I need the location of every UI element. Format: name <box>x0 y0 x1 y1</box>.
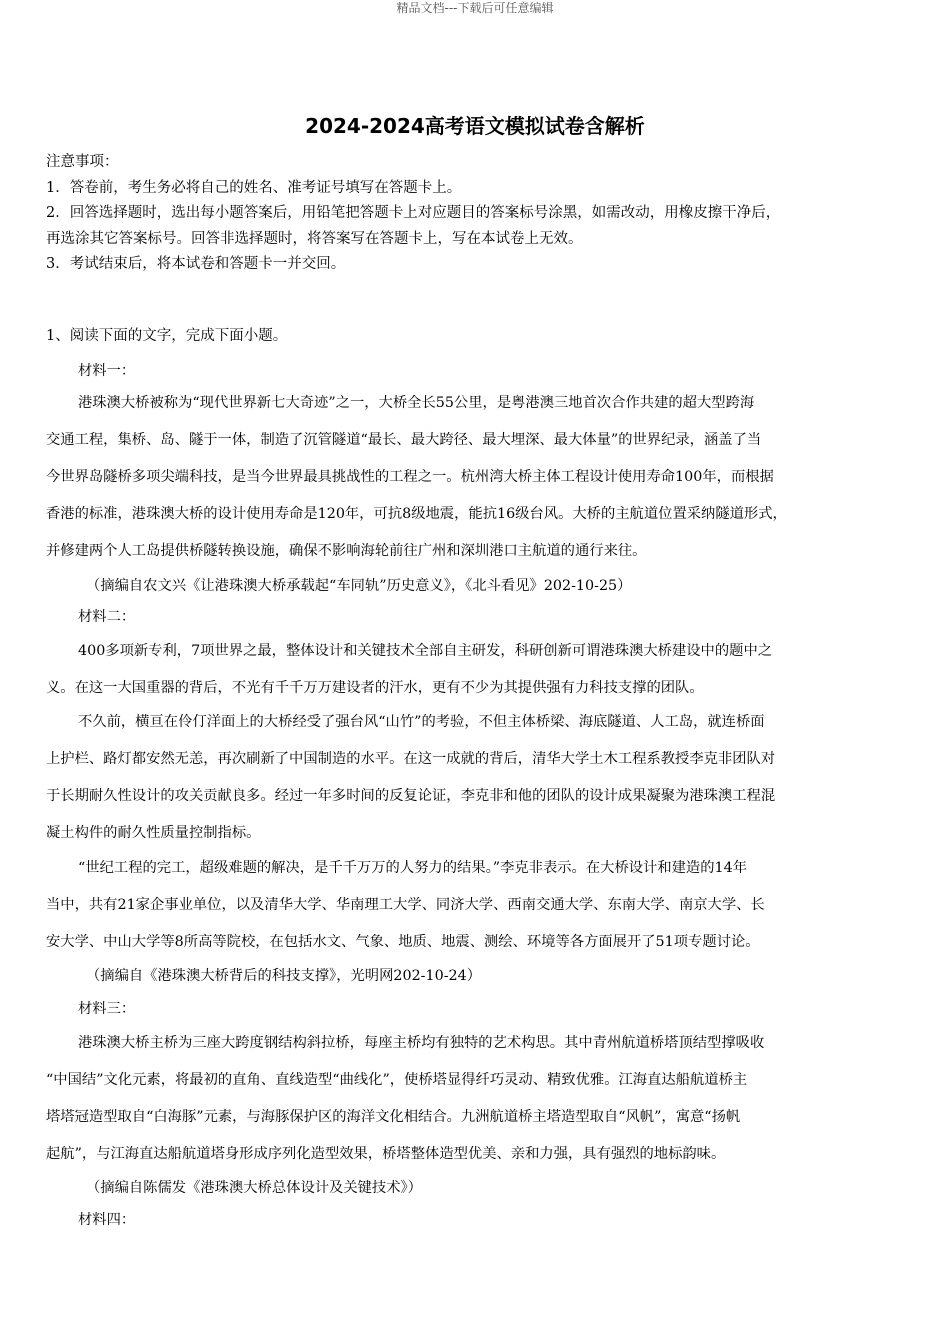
question-prompt: 1、阅读下面的文字，完成下面小题。 <box>46 328 288 344</box>
passage-line: 港珠澳大桥主桥为三座大跨度钢结构斜拉桥，每座主桥均有独特的艺术构思。其中青州航道桥塔顶结型撑吸收 <box>78 1035 765 1051</box>
passage-line: 香港的标准，港珠澳大桥的设计使用寿命是120年，可抗8级地震，能抗16级台风。大桥的主航道位置采纳隧道形式， <box>46 506 787 522</box>
source-citation: （摘编自《港珠澳大桥背后的科技支撑》，光明网202-10-24） <box>86 968 482 984</box>
passage-line: 当中，共有21家企事业单位，以及清华大学、华南理工大学、同济大学、西南交通大学、东南大学、南京大学、长 <box>46 897 765 913</box>
source-citation: （摘编自农文兴《让港珠澳大桥承载起“车同轨”历史意义》，《北斗看见》202-10-25） <box>86 578 632 594</box>
material-heading: 材料一： <box>78 363 136 379</box>
note-item: 3．考试结束后，将本试卷和答题卡一并交回。 <box>46 256 346 272</box>
material-heading: 材料四： <box>78 1212 136 1228</box>
page-header: 精品文档---下载后可任意编辑 <box>396 1 554 15</box>
document-title: 2024-2024高考语文模拟试卷含解析 <box>305 114 645 138</box>
passage-line: 上护栏、路灯都安然无恙，再次刷新了中国制造的水平。在这一成就的背后，清华大学土木工程系教授李克非团队对 <box>46 751 776 767</box>
passage-line: 港珠澳大桥被称为“现代世界新七大奇迹”之一，大桥全长55公里，是粤港澳三地首次合作共建的超大型跨海 <box>78 395 755 411</box>
notes-section <box>46 150 908 278</box>
passage-line: “世纪工程的完工，超级难题的解决，是千千万万的人努力的结果。”李克非表示。在大桥设计和建造的14年 <box>78 860 748 876</box>
passage-line: 不久前，横亘在伶仃洋面上的大桥经受了强台风“山竹”的考验，不但主体桥梁、海底隧道、人工岛，就连桥面 <box>78 714 765 730</box>
note-item: 再选涂其它答案标号。回答非选择题时，将答案写在答题卡上，写在本试卷上无效。 <box>46 230 583 247</box>
passage-line: 于长期耐久性设计的攻关贡献良多。经过一年多时间的反复论证，李克非和他的团队的设计成果凝聚为港珠澳工程混 <box>46 788 776 804</box>
passage-line: 400多项新专利，7项世界之最，整体设计和关键技术全部自主研发，科研创新可谓港珠澳大桥建设中的题中之 <box>78 643 773 659</box>
passage-line: 凝土构件的耐久性质量控制指标。 <box>46 825 261 841</box>
passage-line: “中国结”文化元素，将最初的直角、直线造型“曲线化”，使桥塔显得纤巧灵动、精致优雅。江海直达船航道桥主 <box>46 1072 748 1088</box>
passage-line: 起航”，与江海直达船航道塔身形成序列化造型效果，桥塔整体造型优美、亲和力强，具有强烈的地标韵味。 <box>46 1146 726 1162</box>
passage-line: 安大学、中山大学等8所高等院校，在包括水文、气象、地质、地震、测绘、环境等各方面展开了51项专题讨论。 <box>46 934 760 950</box>
source-citation: （摘编自陈儒发《港珠澳大桥总体设计及关键技术》） <box>86 1180 422 1196</box>
passage-line: 义。在这一大国重器的背后，不光有千千万万建设者的汗水，更有不少为其提供强有力科技支撑的团队。 <box>46 680 704 696</box>
material-heading: 材料二： <box>78 609 136 625</box>
passage-line: 塔塔冠造型取自“白海豚”元素，与海豚保护区的海洋文化相结合。九洲航道桥主塔造型取自“风帆”，寓意“扬帆 <box>46 1109 741 1125</box>
material-heading: 材料三： <box>78 1001 136 1017</box>
notes-heading: 注意事项： <box>46 154 119 170</box>
note-item: 2．回答选择题时，选出每小题答案后，用铅笔把答题卡上对应题目的答案标号涂黑，如需改动，用橡皮擦干净后， <box>46 205 781 221</box>
passage-line: 交通工程，集桥、岛、隧于一体，制造了沉管隧道“最长、最大跨径、最大埋深、最大体量”的世界纪录，涵盖了当 <box>46 432 762 448</box>
passage-line: 并修建两个人工岛提供桥隧转换设施，确保不影响海轮前往广州和深圳港口主航道的通行来往。 <box>46 543 647 559</box>
note-item: 1．答卷前，考生务必将自己的姓名、准考证号填写在答题卡上。 <box>46 179 462 196</box>
passage-line: 今世界岛隧桥多项尖端科技，是当今世界最具挑战性的工程之一。杭州湾大桥主体工程设计使用寿命100年，而根据 <box>46 469 774 485</box>
